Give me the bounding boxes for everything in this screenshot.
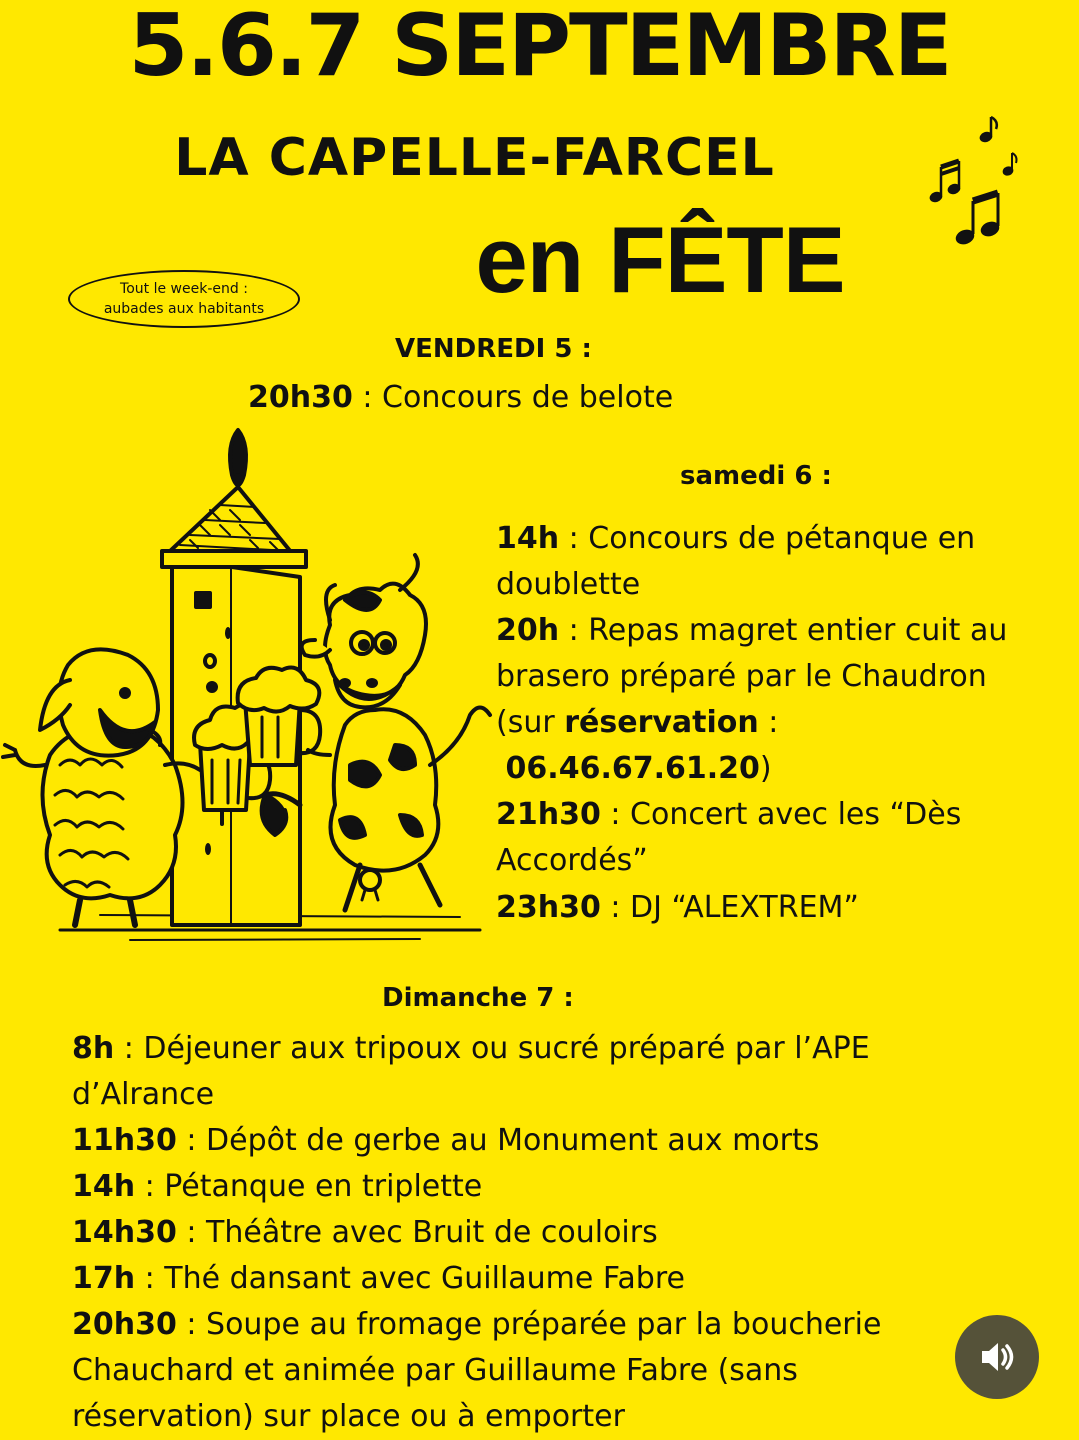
event-saturday-1: 20h : Repas magret entier cuit au brasero préparé par le Chaudron (sur réservation : 06.46.67.61.20) xyxy=(496,613,1008,786)
day-heading-friday: VENDREDI 5 : xyxy=(395,334,592,364)
event-friday-0: 20h30 : Concours de belote xyxy=(248,380,674,415)
speaker-icon xyxy=(976,1336,1018,1378)
weekend-note-oval xyxy=(68,270,300,328)
music-notes-icon xyxy=(920,105,1050,255)
title-place: LA CAPELLE-FARCEL xyxy=(174,128,775,188)
event-sunday-4: 17h : Thé dansant avec Guillaume Fabre xyxy=(72,1261,685,1296)
day-heading-sunday: Dimanche 7 : xyxy=(382,983,574,1013)
weekend-note-line2: aubades aux habitants xyxy=(103,301,265,317)
sound-toggle-button[interactable] xyxy=(955,1315,1039,1399)
sheep-tower-cow-illustration xyxy=(0,425,495,945)
weekend-note-line1: Tout le week-end : xyxy=(120,281,248,297)
event-saturday-3: 23h30 : DJ “ALEXTREM” xyxy=(496,890,859,925)
title-fete: en FÊTE xyxy=(475,207,845,312)
title-dates: 5.6.7 SEPTEMBRE xyxy=(128,0,951,96)
event-sunday-3: 14h30 : Théâtre avec Bruit de couloirs xyxy=(72,1215,658,1250)
day-heading-saturday: samedi 6 : xyxy=(680,461,832,491)
event-saturday-0: 14h : Concours de pétanque en doublette xyxy=(496,521,976,602)
event-sunday-2: 14h : Pétanque en triplette xyxy=(72,1169,483,1204)
event-sunday-1: 11h30 : Dépôt de gerbe au Monument aux morts xyxy=(72,1123,820,1158)
event-sunday-5: 20h30 : Soupe au fromage préparée par la boucherie Chauchard et animée par Guillaume Fabre (sans réservation) sur place ou à emporter xyxy=(72,1307,882,1434)
event-sunday-0: 8h : Déjeuner aux tripoux ou sucré préparé par l’APE d’Alrance xyxy=(72,1031,870,1112)
reservation-phone: 06.46.67.61.20 xyxy=(505,751,760,786)
event-saturday-2: 21h30 : Concert avec les “Dès Accordés” xyxy=(496,797,962,878)
